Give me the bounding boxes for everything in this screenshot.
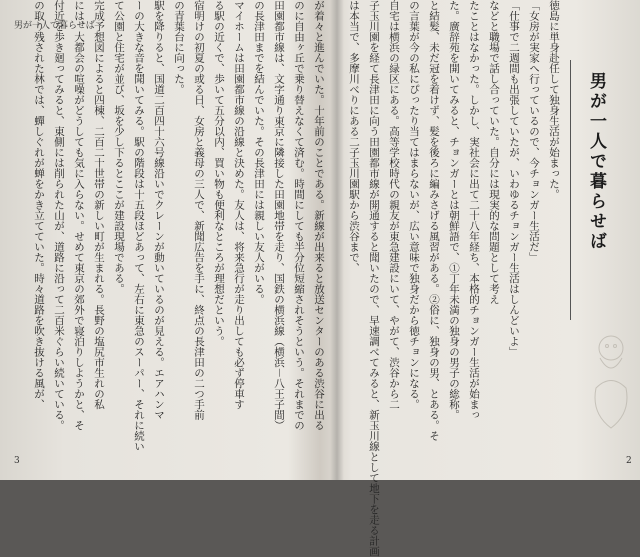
text-column: の言葉が今の私にぴったり当てはまらないが、広い意味で独身だから徳チョンになる。 bbox=[408, 0, 420, 410]
title-divider bbox=[570, 60, 571, 320]
text-column: 宿明けの初夏の或る日、女房と義母の三人で、新聞広告を手に、終点の長津田の二つ手前 bbox=[193, 0, 205, 420]
text-column: などと職場で話し合っていた。自分には現実的な問題として考え bbox=[488, 0, 500, 305]
text-column: と結髪、未だ冠を着けず、髪を後ろに編みさげる風習がある。②俗に、独身の男、とある。そ bbox=[428, 0, 440, 441]
text-column: の長津田までを結んでいた。その長津田には親しい友人がいる。 bbox=[253, 0, 265, 305]
text-column: 田園都市線は、文字通り東京に隣接した田園地帯を走り、国鉄の横浜線（横浜－八王子間） bbox=[273, 0, 285, 431]
text-column: 完成予想図によると四棟、二百二十世帯の新しい町が生まれる。長野の塩尻市生れの私 bbox=[93, 0, 105, 410]
page-number: 3 bbox=[14, 456, 20, 466]
text-column: た。廣辞苑を開いてみると、チョンガーとは朝鮮語で、①丁年未満の独身の男子の総称。 bbox=[448, 0, 460, 420]
text-column: る駅の近くで、歩いて五分以内、買い物も便利なところが理想だという。 bbox=[213, 0, 225, 347]
chapter-title: 男が一人で暮らせば bbox=[586, 72, 606, 252]
book-gutter bbox=[330, 0, 344, 480]
text-column: の取り残された林では、蟬しぐれが蝉をかき立てていた。時々道路を吹き抜ける風が、 bbox=[33, 0, 45, 410]
text-column: 子玉川園を経て長津田に向う田園都市線が開通すると聞いたので、早速調べてみると、新玉川線として地下を走る計画 bbox=[368, 0, 380, 557]
text-column: 自宅は横浜の緑区にある。高等学校時代の親友が東急建設にいて、やがて、渋谷から二 bbox=[388, 0, 400, 410]
text-column: 付近を歩き廻ってみると、東側には削られた山が、道路に沿って二百米ぐらい続いている。 bbox=[53, 0, 65, 431]
page-number: 2 bbox=[626, 456, 632, 466]
running-header: 男が一人で暮らせば bbox=[14, 21, 95, 31]
text-column: が着々と進んでいた。十年前のことである。新線が出来ると放送センターのある渋谷に出る bbox=[313, 0, 325, 431]
text-column: 駅を降りると、国道二百四十六号線沿いでクレーンが動いているのが見える。エアハンマ bbox=[153, 0, 165, 420]
text-column: たことはなかった。しかし、実社会に出て二十八年経ち、本格的チョンガー生活が始まっ bbox=[468, 0, 480, 420]
faint-illustration bbox=[586, 318, 636, 438]
text-column: 「女房が実家へ行っているので、今チョンガー生活だ」 bbox=[528, 0, 540, 263]
text-column: のに自由ヶ丘で乗り替えなくて済む。時間にしても半分位短縮されそうという。それまでの bbox=[293, 0, 305, 431]
text-column: て公園と住宅が並び、坂を少し下るとここが建設現場である。 bbox=[113, 0, 125, 294]
text-column: は本当で、多摩川べりにある二子玉川園駅から渋谷まで、 bbox=[348, 0, 360, 273]
text-column: 徳島に単身赴任して独身生活が始まった。 bbox=[548, 0, 560, 200]
text-column: の青葉台に向った。 bbox=[173, 0, 185, 95]
text-column: ーの大きな音を聞いてみる。駅の階段は十五段ほどあって、左右に東急のスーパー、それに続い bbox=[133, 0, 145, 452]
text-column: マイホームは田園都市線の沿線と決めた。友人は、将来急行が走り出しても必ず停車す bbox=[233, 0, 245, 410]
text-column: には、大都会の喧噪がどうしても気に入らない。せめて東京の郊外で寝泊りしようかと、そ bbox=[73, 0, 85, 431]
text-column: 「仕事で二週間も出張していたが、いわゆるチョンガー生活はしんどいよ」 bbox=[508, 0, 520, 357]
